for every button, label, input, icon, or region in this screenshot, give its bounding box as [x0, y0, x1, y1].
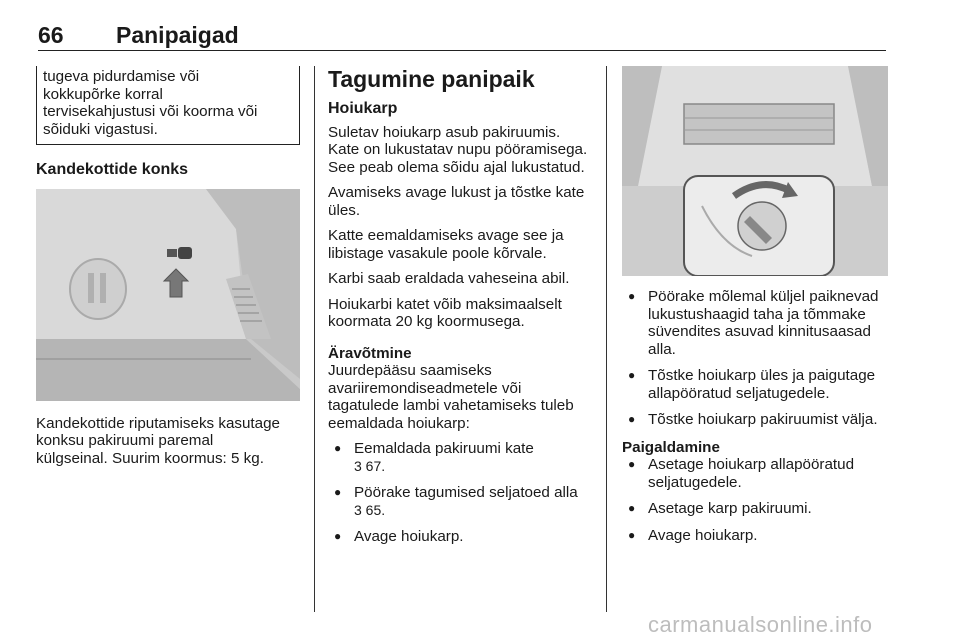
page-ref-link[interactable]: 3 65.	[354, 501, 386, 518]
removal-heading: Äravõtmine	[328, 344, 412, 362]
list-item: ● Asetage karp pakiruumi.	[622, 500, 888, 518]
text-line: konksu pakiruumi paremal	[36, 432, 214, 449]
list-item	[328, 528, 594, 546]
installation-heading: Paigaldamine	[622, 438, 720, 456]
storage-box-illustration	[622, 66, 888, 276]
list-item: ● Tõstke hoiukarp üles ja paigutage allapööratud seljatugedele.	[622, 367, 888, 402]
text-line: Kandekottide riputamiseks kasutage	[36, 414, 280, 432]
storage-box-heading: Hoiukarp	[328, 100, 398, 117]
list-item: ● Asetage hoiukarp allapööratud seljatugedele.	[622, 456, 888, 491]
list-item-text: Pöörake tagumised seljatoed alla	[354, 484, 578, 501]
installation-list	[622, 456, 888, 544]
removal-list	[328, 440, 594, 546]
paragraph: Katte eemaldamiseks avage see ja libistage vasakule poole kõrvale.	[328, 227, 564, 262]
list-item-text: Eemaldada pakiruumi kate	[354, 440, 534, 457]
paragraph: Karbi saab eraldada vaheseina abil.	[328, 270, 570, 287]
page-title: Panipaigad	[116, 22, 239, 48]
bag-hook-illustration	[36, 189, 300, 401]
column-left	[36, 66, 300, 467]
warning-box	[36, 66, 300, 145]
column-middle	[328, 66, 594, 555]
page-number: 66	[38, 22, 64, 48]
removal-text: Juurdepääsu saamiseks avariiremondiseadmetele või tagatulede lambi vahetamiseks tuleb eemaldada hoiukarp:	[328, 362, 574, 432]
text-line: külgseinal. Suurim koormus: 5 kg.	[36, 449, 264, 467]
list-item: ● Avage hoiukarp.	[622, 527, 888, 545]
paragraph: Suletav hoiukarp asub pakiruumis. Kate on lukustatav nupu pööramisega. See peab olema sõidu ajal lukustatud.	[328, 123, 588, 176]
warning-line: tugeva pidurdamise või	[43, 68, 200, 85]
paragraph: Avamiseks avage lukust ja tõstke kate üles.	[328, 184, 585, 219]
column-right	[622, 66, 888, 553]
warning-line: kokkupõrke korral	[43, 85, 163, 103]
removal-steps-list	[622, 288, 888, 429]
column-divider	[606, 66, 607, 612]
list-item-text: Avage hoiukarp.	[354, 528, 464, 545]
section-title: Tagumine panipaik	[328, 66, 535, 92]
warning-line: tervisekahjustusi või koorma või	[43, 103, 258, 120]
list-item: ● Tõstke hoiukarp pakiruumist välja.	[622, 411, 888, 429]
warning-line: sõiduki vigastusi.	[43, 120, 158, 138]
list-item	[328, 440, 594, 475]
page-ref-link[interactable]: 3 67.	[354, 457, 386, 474]
bag-hook-text	[36, 415, 300, 468]
bag-hook-heading: Kandekottide konks	[36, 161, 189, 178]
watermark: carmanualsonline.info	[648, 612, 873, 637]
column-divider	[314, 66, 315, 612]
list-item: ● Pöörake mõlemal küljel paiknevad lukustushaagid taha ja tõmmake süvendites asuvad kinnitusaasad alla.	[622, 288, 888, 358]
list-item	[328, 484, 594, 519]
paragraph: Hoiukarbi katet võib maksimaalselt koormata 20 kg koormusega.	[328, 295, 562, 330]
page-header	[38, 18, 886, 51]
